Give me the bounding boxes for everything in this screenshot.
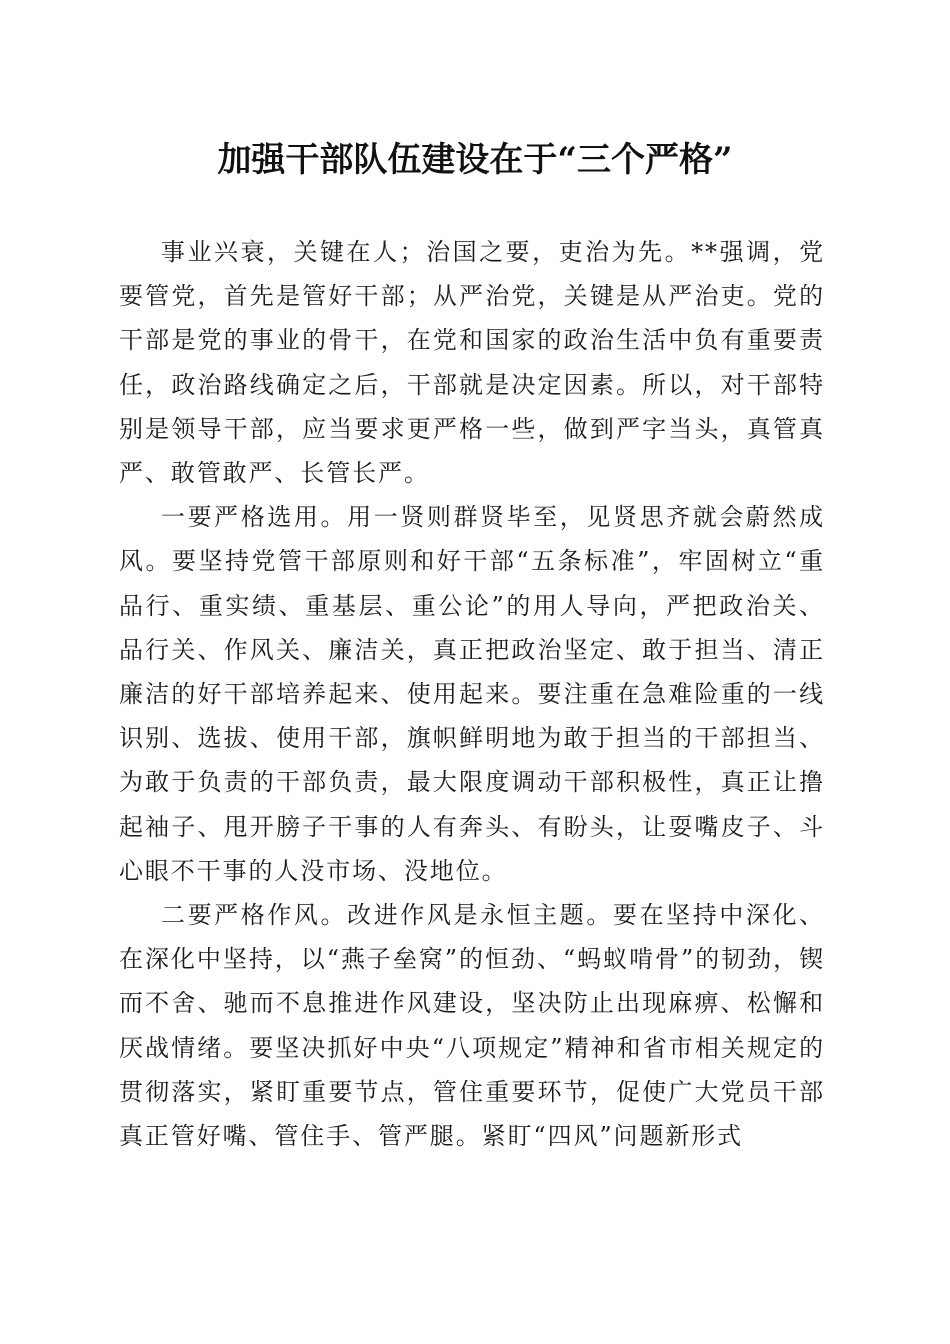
- paragraph-strict-selection: 一要严格选用。用一贤则群贤毕至，见贤思齐就会蔚然成风。要坚持党管干部原则和好干部“五条标准”，牢固树立“重品行、重实绩、重基层、重公论”的用人导向，严把政治关、品行关、作风关、廉洁关，真正把政治坚定、敢于担当、清正廉洁的好干部培养起来、使用起来。要注重在急难险重的一线识别、选拔、使用干部，旗帜鲜明地为敢于担当的干部担当、为敢于负责的干部负责，最大限度调动干部积极性，真正让撸起袖子、甩开膀子干事的人有奔头、有盼头，让耍嘴皮子、斗心眼不干事的人没市场、没地位。: [119, 503, 825, 885]
- paragraph-intro: 事业兴衰，关键在人；治国之要，吏治为先。**强调，党要管党，首先是管好干部；从严治党，关键是从严治吏。党的干部是党的事业的骨干，在党和国家的政治生活中负有重要责任，政治路线确定之后，干部就是决定因素。所以，对干部特别是领导干部，应当要求更严格一些，做到严字当头，真管真严、敢管敢严、长管长严。: [119, 238, 825, 488]
- document-body: [119, 230, 825, 1158]
- document-title: 加强干部队伍建设在于“三个严格”: [217, 140, 733, 180]
- paragraph-strict-conduct: 二要严格作风。改进作风是永恒主题。要在坚持中深化、在深化中坚持，以“燕子垒窝”的恒劲、“蚂蚁啃骨”的韧劲，锲而不舍、驰而不息推进作风建设，坚决防止出现麻痹、松懈和厌战情绪。要坚决抓好中央“八项规定”精神和省市相关规定的贯彻落实，紧盯重要节点，管住重要环节，促使广大党员干部真正管好嘴、管住手、管严腿。紧盯“四风”问题新形式: [119, 901, 825, 1151]
